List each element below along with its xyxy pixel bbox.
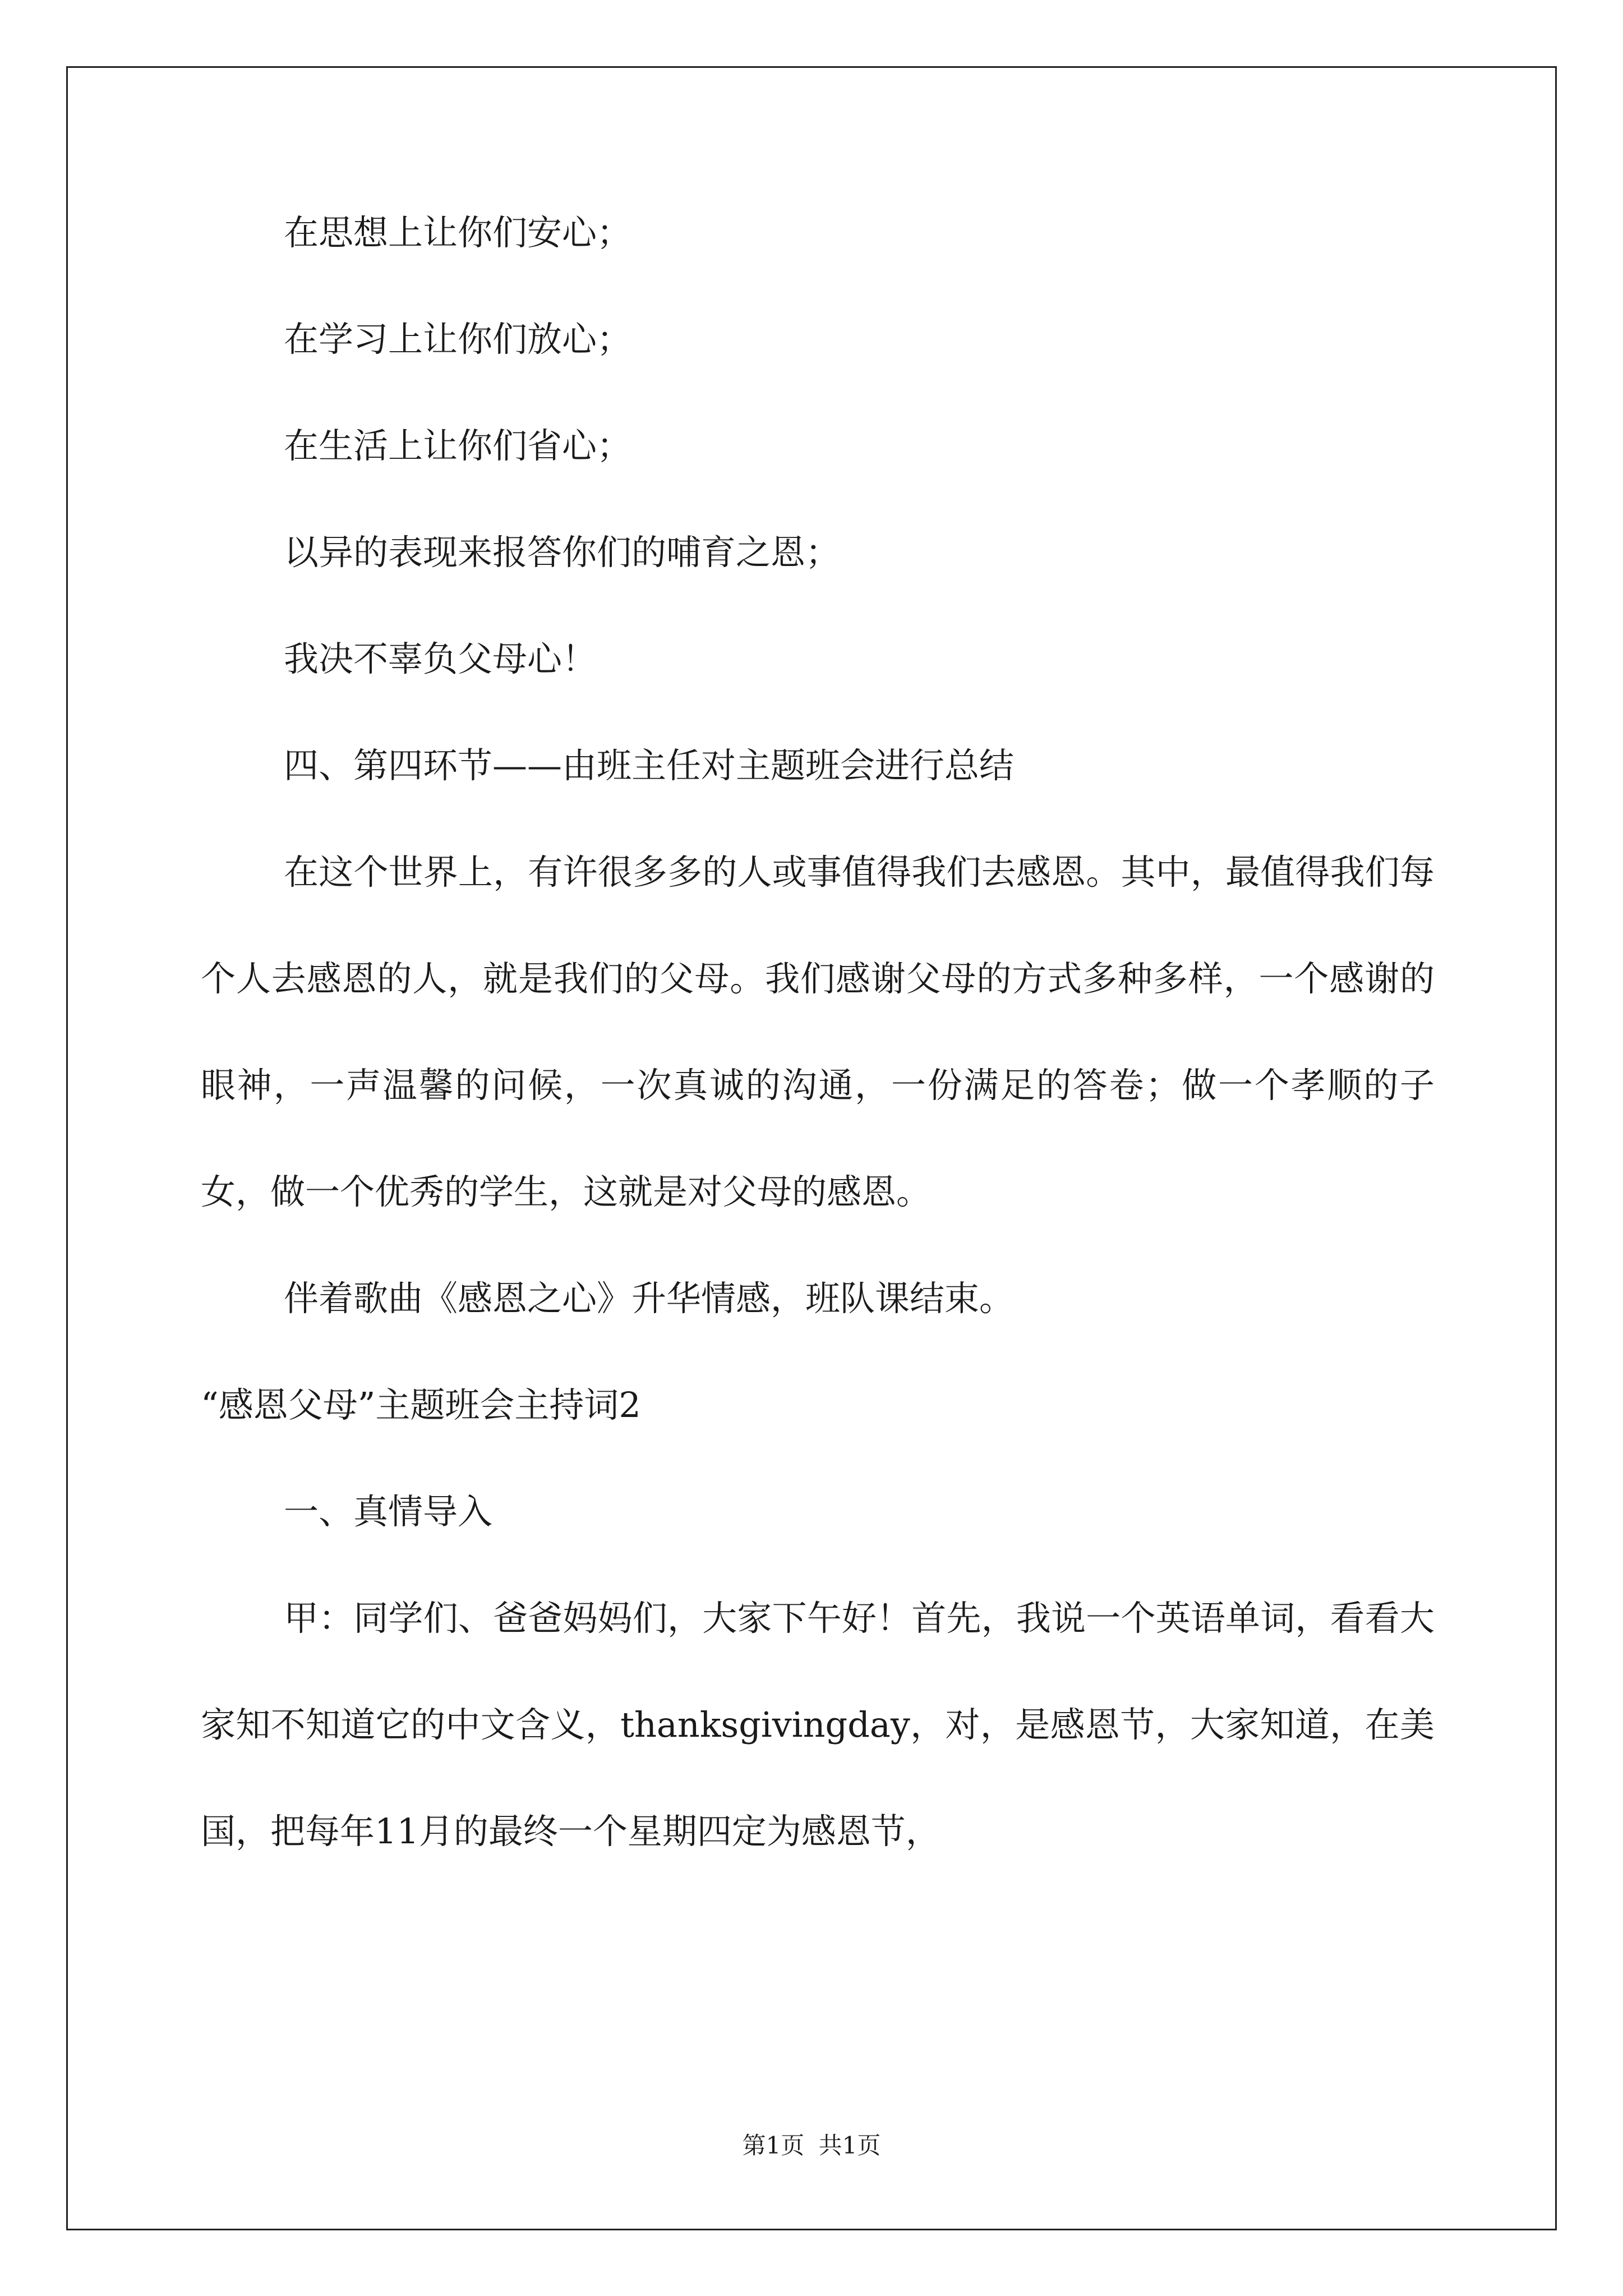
- paragraph: 在这个世界上，有许很多多的人或事值得我们去感恩。其中，最值得我们每个人去感恩的人，就是我们的父母。我们感谢父母的方式多种多样，一个感谢的眼神，一声温馨的问候，一次真诚的沟通，一份满足的答卷；做一个孝顺的子女，做一个优秀的学生，这就是对父母的感恩。: [201, 852, 1435, 1212]
- paragraph: 在思想上让你们安心；: [284, 212, 632, 253]
- paragraph: 以异的表现来报答你们的哺育之恩；: [284, 532, 841, 573]
- paragraph: 在学习上让你们放心；: [284, 319, 632, 360]
- page-number: 第1页: [742, 2132, 805, 2159]
- section-heading: 一、真情导入: [284, 1491, 493, 1532]
- paragraph: 伴着歌曲《感恩之心》升华情感，班队课结束。: [284, 1278, 1015, 1319]
- page-total: 共1页: [818, 2132, 881, 2159]
- paragraph: 在生活上让你们省心；: [284, 425, 632, 466]
- paragraph: 我决不辜负父母心！: [284, 638, 597, 679]
- document-subtitle: “感恩父母”主题班会主持词2: [201, 1384, 641, 1425]
- section-heading: 四、第四环节——由班主任对主题班会进行总结: [284, 745, 1015, 786]
- paragraph: 甲：同学们、爸爸妈妈们，大家下午好！首先，我说一个英语单词，看看大家知不知道它的中文含义，thanksgivingday，对，是感恩节，大家知道，在美国，把每年11月的最终一个星期四定为感恩节，: [201, 1598, 1435, 1852]
- document-body: [201, 213, 1435, 1918]
- page-footer: [0, 2132, 1623, 2160]
